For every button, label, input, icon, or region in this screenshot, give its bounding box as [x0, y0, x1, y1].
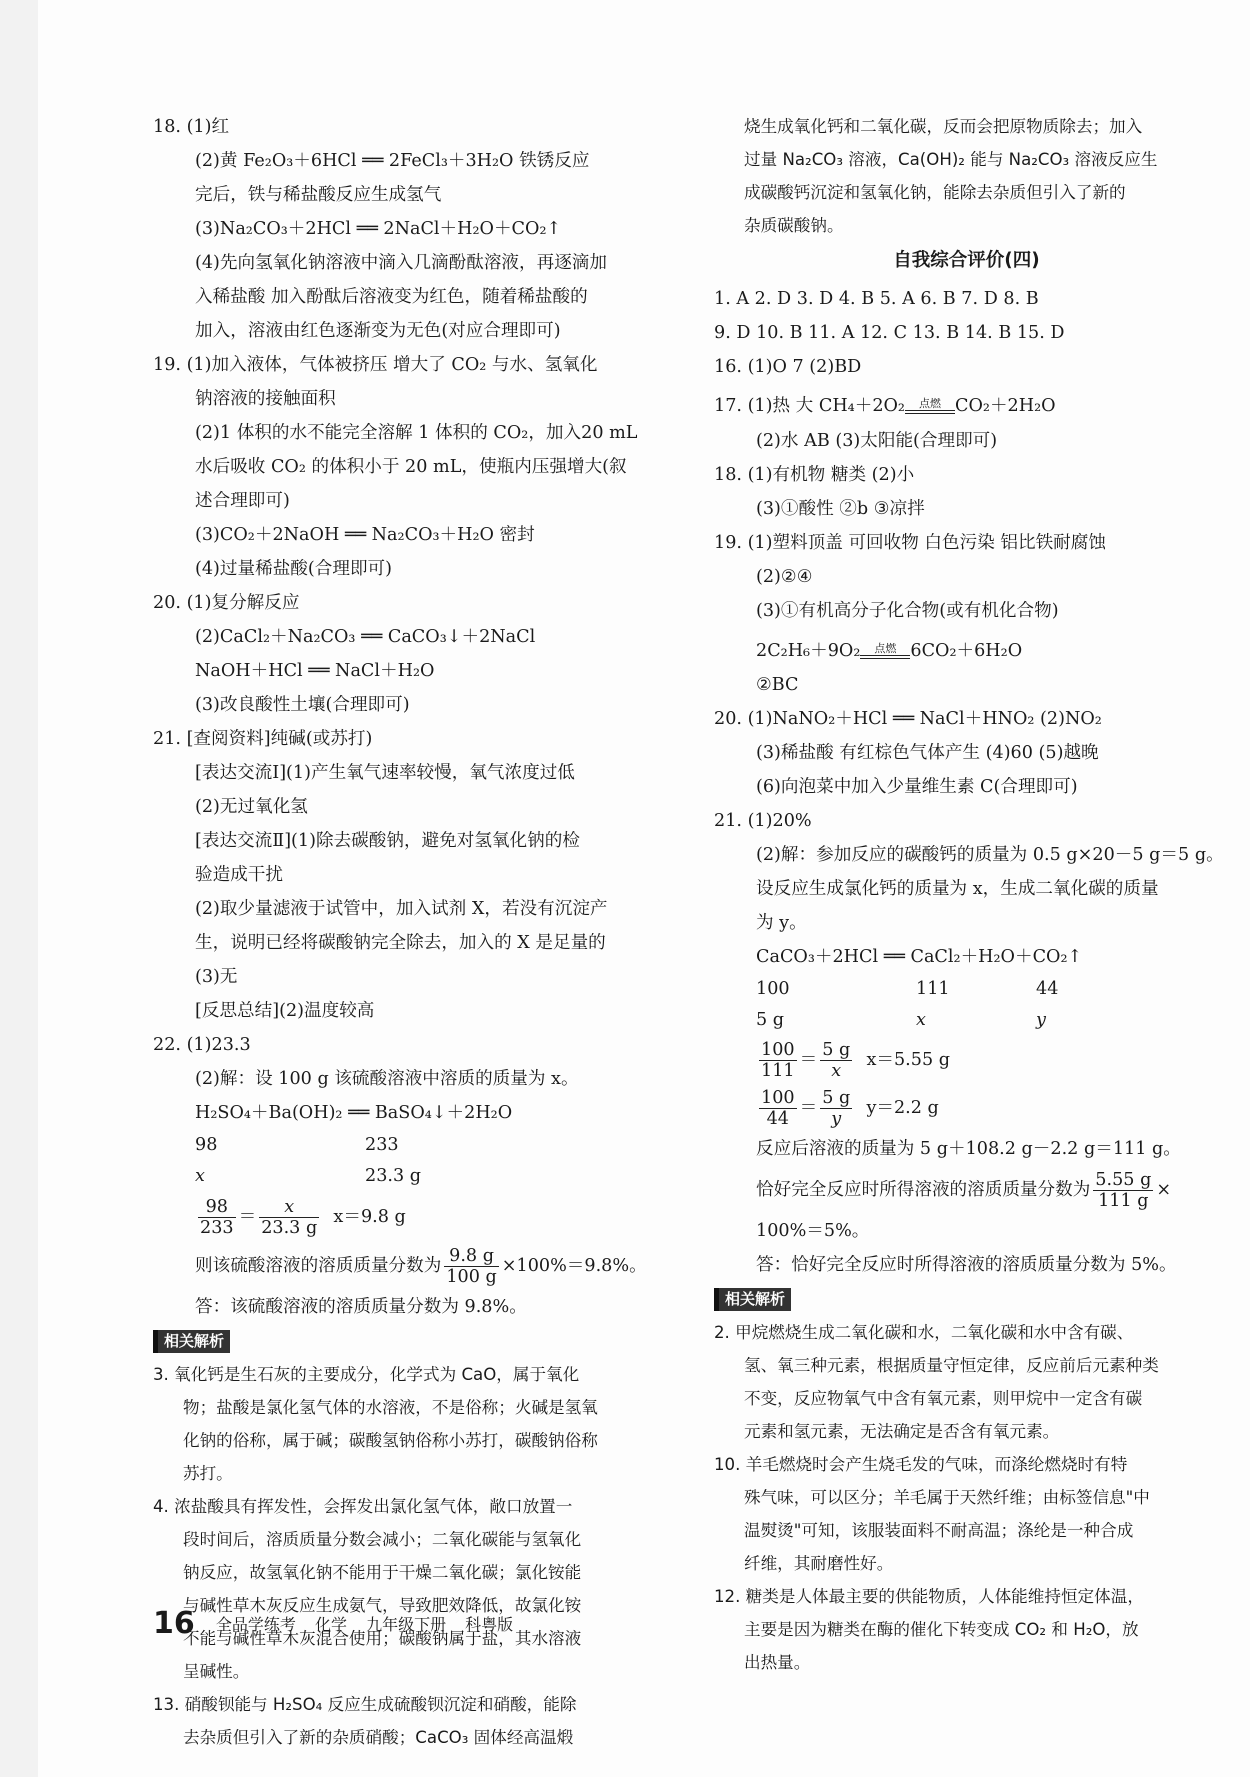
text-line: (3)改良酸性土壤(合理即可) — [195, 695, 410, 715]
text-line: NaOH＋HCl ══ NaCl＋H₂O — [195, 661, 435, 681]
reaction-condition: 点燃 — [860, 643, 910, 659]
percent-line — [153, 1242, 658, 1290]
text-line: 与碱性草木灰反应生成氨气，导致肥效降低，故氯化铵 — [183, 1596, 582, 1615]
text-line: 段时间后，溶质质量分数会减小；二氧化碳能与氢氧化 — [183, 1530, 582, 1549]
text-line: (2)1 体积的水不能完全溶解 1 体积的 CO₂，加入20 mL — [195, 423, 638, 443]
text-line: 元素和氢元素，无法确定是否含有氧元素。 — [744, 1422, 1060, 1441]
result: x＝5.55 g — [866, 1050, 950, 1070]
page-edge — [0, 0, 38, 1777]
text-line: (3)①有机高分子化合物(或有机化合物) — [756, 601, 1059, 621]
text-line: (3)Na₂CO₃＋2HCl ══ 2NaCl＋H₂O＋CO₂↑ — [195, 219, 562, 239]
text-line: (2)取少量滤液于试管中，加入试剂 X，若没有沉淀产 — [195, 899, 608, 919]
text-line: 20. (1)NaNO₂＋HCl ══ NaCl＋HNO₂ (2)NO₂ — [714, 709, 1102, 729]
analysis-tag: 相关解析 — [153, 1330, 230, 1353]
answer-20 — [714, 702, 1219, 804]
right-column — [714, 110, 1224, 1679]
percent-line — [714, 1166, 1219, 1214]
analysis-13 — [153, 1688, 658, 1754]
text-line: 10. 羊毛燃烧时会产生烧毛发的气味，而涤纶燃烧时有特 — [714, 1455, 1128, 1474]
text-line: 述合理即可) — [195, 491, 290, 511]
fraction: $\frac{5 g}{x}$ — [822, 1039, 851, 1081]
text-line: 100%＝5%。 — [756, 1221, 870, 1241]
text-line: 纤维，其耐磨性好。 — [744, 1554, 894, 1573]
text-part: 则该硫酸溶液的溶质质量分数为 — [195, 1256, 442, 1276]
mass-value: 44 — [1036, 979, 1059, 999]
equation: H₂SO₄＋Ba(OH)₂ ══ BaSO₄↓＋2H₂O — [195, 1103, 513, 1123]
text-line: (2)②④ — [756, 567, 813, 587]
fraction: $\frac{100}{111}$ — [761, 1039, 795, 1081]
mass-value: x — [195, 1166, 205, 1186]
page-number: 16 — [153, 1606, 195, 1641]
text-line: 出热量。 — [744, 1653, 811, 1672]
text-line: 化钠的俗称，属于碱；碳酸氢钠俗称小苏打，碳酸钠俗称 — [183, 1431, 598, 1450]
answer-21 — [714, 804, 1224, 1282]
text-line: (2)水 AB (3)太阳能(合理即可) — [756, 431, 998, 451]
text-line: 反应后溶液的质量为 5 g＋108.2 g－2.2 g＝111 g。 — [756, 1139, 1181, 1159]
fraction: $\frac{98}{233}$ — [200, 1196, 234, 1238]
section-title: 自我综合评价(四) — [893, 250, 1040, 271]
analysis-2 — [714, 1316, 1219, 1448]
text-line: (4)先向氢氧化钠溶液中滴入几滴酚酞溶液，再逐滴加 — [195, 253, 607, 273]
answer-18 — [153, 110, 658, 348]
answer-17 — [714, 384, 1219, 458]
text-line: 2. 甲烷燃烧生成二氧化碳和水，二氧化碳和水中含有碳、 — [714, 1323, 1134, 1342]
text-line: (4)过量稀盐酸(合理即可) — [195, 559, 392, 579]
answer-18 — [714, 458, 1219, 526]
text-part: CO₂＋2H₂O — [955, 396, 1056, 416]
answer-19 — [153, 348, 658, 586]
result: x＝9.8 g — [333, 1207, 406, 1227]
mass-ratio-row — [153, 1161, 658, 1192]
text-line: 4. 浓盐酸具有挥发性，会挥发出氯化氢气体，敞口放置一 — [153, 1497, 573, 1516]
text-line: 不能与碱性草木灰混合使用；碳酸钠属于盐，其水溶液 — [183, 1629, 582, 1648]
fraction: $\frac{x}{23.3 g}$ — [261, 1196, 318, 1238]
text-line: 苏打。 — [183, 1464, 233, 1483]
text-line: 物；盐酸是氯化氢气体的水溶液，不是俗称；火碱是氢氧 — [183, 1398, 598, 1417]
text-part: 17. (1)热 大 CH₄＋2O₂ — [714, 396, 905, 416]
text-line: 钠溶液的接触面积 — [195, 389, 336, 409]
text-line: 烧生成氧化钙和二氧化碳，反而会把原物质除去；加入 — [744, 117, 1143, 136]
text-line: 19. (1)加入液体，气体被挤压 增大了 CO₂ 与水、氢氧化 — [153, 355, 598, 375]
text-line: 设反应生成氯化钙的质量为 x，生成二氧化碳的质量 — [756, 879, 1159, 899]
text-part: ×100%＝9.8%。 — [501, 1256, 647, 1276]
reaction-condition: 点燃 — [905, 398, 955, 414]
answer-16: 16. (1)O 7 (2)BD — [714, 357, 862, 377]
text-line: 生，说明已经将碳酸钠完全除去，加入的 X 是足量的 — [195, 933, 606, 953]
text-line: (3)CO₂＋2NaOH ══ Na₂CO₃＋H₂O 密封 — [195, 525, 535, 545]
text-line: 加入，溶液由红色逐渐变为无色(对应合理即可) — [195, 321, 561, 341]
text-part: 恰好完全反应时所得溶液的溶质质量分数为 — [756, 1180, 1091, 1200]
text-line: [表达交流Ⅰ](1)产生氧气速率较慢，氧气浓度过低 — [195, 763, 575, 783]
edition: 科粤版 — [465, 1615, 514, 1634]
equation-line — [714, 628, 1219, 668]
grade: 九年级下册 — [366, 1615, 447, 1634]
text-line: (3)无 — [195, 967, 238, 987]
text-line: 1. A 2. D 3. D 4. B 5. A 6. B 7. D 8. B — [714, 289, 1039, 309]
text-line: 成碳酸钙沉淀和氢氧化钠，能除去杂质但引入了新的 — [744, 183, 1126, 202]
fraction: $\frac{100}{44}$ — [761, 1087, 795, 1129]
text-line: 水后吸收 CO₂ 的体积小于 20 mL，使瓶内压强增大(叙 — [195, 457, 627, 477]
text-line: 3. 氧化钙是生石灰的主要成分，化学式为 CaO，属于氧化 — [153, 1365, 580, 1384]
proportion-line: $\frac{100}{44}$ ＝ $\frac{5 g}{y}$ y＝2.2 g — [761, 1087, 939, 1129]
mass-ratio-row — [714, 1005, 1219, 1036]
text-line: (2)解：参加反应的碳酸钙的质量为 0.5 g×20－5 g＝5 g。 — [756, 845, 1224, 865]
answer-22 — [153, 1028, 658, 1324]
text-line: 9. D 10. B 11. A 12. C 13. B 14. B 15. D — [714, 323, 1065, 343]
proportion-line: $\frac{98}{233}$ ＝ $\frac{x}{23.3 g}$ x＝9.8 g — [200, 1196, 406, 1238]
mass-value: 5 g — [756, 1010, 785, 1030]
text-line: 22. (1)23.3 — [153, 1035, 251, 1055]
text-line: 19. (1)塑料顶盖 可回收物 白色污染 铝比铁耐腐蚀 — [714, 533, 1106, 553]
page-footer — [153, 1606, 527, 1641]
text-line: 13. 硝酸钡能与 H₂SO₄ 反应生成硫酸钡沉淀和硝酸，能除 — [153, 1695, 577, 1714]
mass-ratio-row — [714, 974, 1219, 1005]
mass-ratio-row — [153, 1130, 658, 1161]
text-line: 完后，铁与稀盐酸反应生成氢气 — [195, 185, 442, 205]
answer-line: 答：该硫酸溶液的溶质质量分数为 9.8%。 — [195, 1297, 527, 1317]
subject: 化学 — [314, 1615, 347, 1634]
analysis-tag: 相关解析 — [714, 1288, 791, 1311]
text-line: (6)向泡菜中加入少量维生素 C(合理即可) — [756, 777, 1078, 797]
text-line: 20. (1)复分解反应 — [153, 593, 300, 613]
mass-value: 111 — [916, 979, 950, 999]
text-line: 钠反应，故氢氧化钠不能用于干燥二氧化碳；氯化铵能 — [183, 1563, 582, 1582]
text-line: (3)稀盐酸 有红棕色气体产生 (4)60 (5)越晚 — [756, 743, 1099, 763]
text-part: × — [1156, 1180, 1172, 1200]
analysis-12 — [714, 1580, 1219, 1679]
text-line: 殊气味，可以区分；羊毛属于天然纤维；由标签信息"中 — [744, 1488, 1150, 1507]
analysis-10 — [714, 1448, 1219, 1580]
answer-19 — [714, 526, 1219, 702]
multiple-choice-answers — [714, 282, 1219, 350]
text-line: (2)黄 Fe₂O₃＋6HCl ══ 2FeCl₃＋3H₂O 铁锈反应 — [195, 151, 590, 171]
text-line: 杂质碳酸钠。 — [744, 216, 844, 235]
mass-value: 233 — [365, 1135, 399, 1155]
text-part: 2C₂H₆＋9O₂ — [756, 641, 861, 661]
text-line: 21. [查阅资料]纯碱(或苏打) — [153, 729, 373, 749]
mass-value: y — [1036, 1010, 1046, 1030]
text-line: 温熨烫"可知，该服装面料不耐高温；涤纶是一种合成 — [744, 1521, 1134, 1540]
text-line: [反思总结](2)温度较高 — [195, 1001, 375, 1021]
proportion-line: $\frac{100}{111}$ ＝ $\frac{5 g}{x}$ x＝5.55 g — [761, 1039, 950, 1081]
text-line: 去杂质但引入了新的杂质硝酸；CaCO₃ 固体经高温煅 — [183, 1728, 574, 1747]
text-line: (2)无过氧化氢 — [195, 797, 308, 817]
text-line: 氢、氧三种元素，根据质量守恒定律，反应前后元素种类 — [744, 1356, 1159, 1375]
equation-line — [714, 384, 1219, 424]
text-line: 验造成干扰 — [195, 865, 283, 885]
text-line: 21. (1)20% — [714, 811, 812, 831]
text-line: 为 y。 — [756, 913, 807, 933]
fraction: $\frac{5 g}{y}$ — [822, 1087, 851, 1129]
text-line: 入稀盐酸 加入酚酞后溶液变为红色，随着稀盐酸的 — [195, 287, 588, 307]
text-line: 12. 糖类是人体最主要的供能物质，人体能维持恒定体温， — [714, 1587, 1144, 1606]
text-line: 18. (1)红 — [153, 117, 230, 137]
answer-line: 答：恰好完全反应时所得溶液的溶质质量分数为 5%。 — [756, 1255, 1177, 1275]
text-line: (2)解：设 100 g 该硫酸溶液中溶质的质量为 x。 — [195, 1069, 579, 1089]
mass-value: x — [916, 1010, 926, 1030]
answer-21 — [153, 722, 658, 1028]
text-line: (2)CaCl₂＋Na₂CO₃ ══ CaCO₃↓＋2NaCl — [195, 627, 536, 647]
text-line: 18. (1)有机物 糖类 (2)小 — [714, 465, 915, 485]
text-line: 不变，反应物氧气中含有氧元素，则甲烷中一定含有碳 — [744, 1389, 1143, 1408]
analysis-4 — [153, 1490, 658, 1688]
answer-20 — [153, 586, 658, 722]
result: y＝2.2 g — [866, 1098, 939, 1118]
fraction: $\frac{9.8 g}{100 g}$ — [446, 1245, 497, 1287]
left-column — [153, 110, 658, 1754]
equation: CaCO₃＋2HCl ══ CaCl₂＋H₂O＋CO₂↑ — [756, 947, 1083, 967]
mass-value: 100 — [756, 979, 790, 999]
fraction: $\frac{5.55 g}{111 g}$ — [1095, 1169, 1152, 1211]
analysis-3 — [153, 1358, 658, 1490]
text-line: ②BC — [756, 675, 799, 695]
mass-value: 98 — [195, 1135, 218, 1155]
mass-value: 23.3 g — [365, 1166, 422, 1186]
text-line: 过量 Na₂CO₃ 溶液，Ca(OH)₂ 能与 Na₂CO₃ 溶液反应生 — [744, 150, 1158, 169]
text-line: [表达交流Ⅱ](1)除去碳酸钠，避免对氢氧化钠的检 — [195, 831, 580, 851]
text-line: 呈碱性。 — [183, 1662, 250, 1681]
analysis-13-continued — [714, 110, 1219, 242]
text-line: (3)①酸性 ②b ③凉拌 — [756, 499, 925, 519]
text-line: 主要是因为糖类在酶的催化下转变成 CO₂ 和 H₂O，放 — [744, 1620, 1139, 1639]
text-part: 6CO₂＋6H₂O — [910, 641, 1023, 661]
brand-name: 全品学练考 — [215, 1615, 296, 1634]
